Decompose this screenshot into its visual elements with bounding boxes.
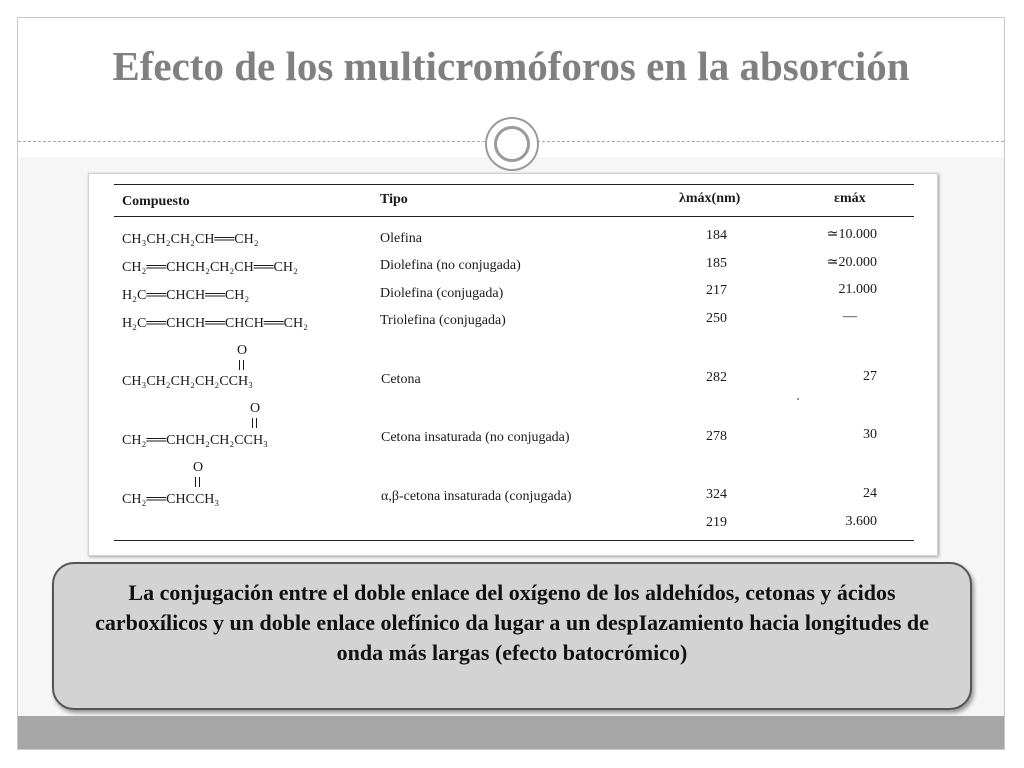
row-4-epsilon: — xyxy=(843,309,857,324)
row-3-lambda: 217 xyxy=(706,283,727,298)
row-3-epsilon: 21.000 xyxy=(838,282,877,297)
row-2-type: Diolefina (no conjugada) xyxy=(380,258,521,273)
row-1-compound: CH₃CH₂CH₂CH══CH₂ xyxy=(122,232,259,247)
header-epsilon: εmáx xyxy=(834,191,866,206)
row-5-lambda: 282 xyxy=(706,370,727,385)
row-1-epsilon: ≃10.000 xyxy=(826,227,877,242)
row-4-compound: H₂C══CHCH══CHCH══CH₂ xyxy=(122,316,308,331)
row-6-type: Cetona insaturada (no conjugada) xyxy=(381,430,570,445)
circle-ornament-icon xyxy=(485,117,539,171)
row-1-type: Olefina xyxy=(380,231,422,246)
row-8-epsilon: 3.600 xyxy=(845,514,877,529)
row-3-type: Diolefina (conjugada) xyxy=(380,286,504,301)
row-7-epsilon: 24 xyxy=(863,486,877,501)
row-5-type: Cetona xyxy=(381,372,421,387)
conjugation-note-box xyxy=(52,562,972,710)
row-7-compound: CH₂══CHCCH₃ xyxy=(122,492,220,507)
footer-band xyxy=(18,716,1004,749)
row-4-lambda: 250 xyxy=(706,311,727,326)
row-8-lambda: 219 xyxy=(706,515,727,530)
row-3-compound: H₂C══CHCH══CH₂ xyxy=(122,288,250,303)
row-7-double-bond xyxy=(195,477,200,487)
scan-speck xyxy=(797,398,799,400)
row-5-carbonyl-oxygen: O xyxy=(236,343,248,358)
row-4-type: Triolefina (conjugada) xyxy=(380,313,506,328)
slide-title: Efecto de los multicromóforos en la absorción xyxy=(112,43,910,89)
row-6-compound: CH₂══CHCH₂CH₂CCH₃ xyxy=(122,433,268,448)
row-6-lambda: 278 xyxy=(706,429,727,444)
absorption-table xyxy=(88,173,938,556)
header-compound: Compuesto xyxy=(122,194,190,209)
row-7-carbonyl-oxygen: O xyxy=(192,460,204,475)
table-bottom-rule xyxy=(114,540,914,541)
table-header-rule xyxy=(114,216,914,217)
row-5-double-bond xyxy=(239,360,244,370)
circle-ornament-inner xyxy=(494,126,530,162)
row-6-double-bond xyxy=(252,418,257,428)
row-7-type: α,β-cetona insaturada (conjugada) xyxy=(381,489,572,504)
row-6-carbonyl-oxygen: O xyxy=(249,401,261,416)
row-5-epsilon: 27 xyxy=(863,369,877,384)
row-2-compound: CH₂══CHCH₂CH₂CH══CH₂ xyxy=(122,260,298,275)
row-1-lambda: 184 xyxy=(706,228,727,243)
conjugation-note-text: La conjugación entre el doble enlace del oxígeno de los aldehídos, cetonas y ácidos carboxílicos y un doble enlace olefínico da lugar a un despIazamiento hacia longitudes de onda más largas (efecto batocrómico) xyxy=(95,580,929,665)
header-lambda: λmáx(nm) xyxy=(679,191,741,206)
row-2-epsilon: ≃20.000 xyxy=(826,255,877,270)
header-type: Tipo xyxy=(380,192,408,207)
table-top-rule xyxy=(114,184,914,185)
row-6-epsilon: 30 xyxy=(863,427,877,442)
row-5-compound: CH₃CH₂CH₂CH₂CCH₃ xyxy=(122,374,253,389)
row-2-lambda: 185 xyxy=(706,256,727,271)
row-7-lambda: 324 xyxy=(706,487,727,502)
